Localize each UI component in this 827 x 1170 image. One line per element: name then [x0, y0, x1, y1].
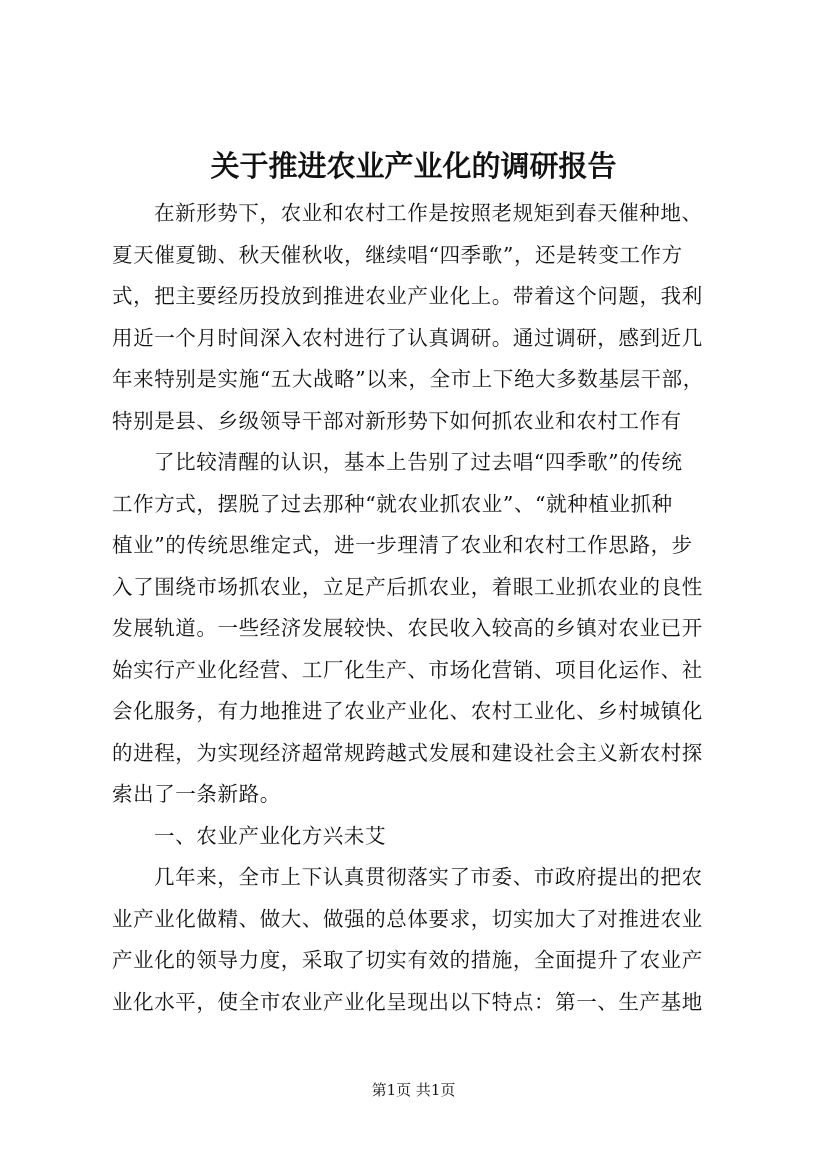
- body-line: 用近一个月时间深入农村进行了认真调研。通过调研，感到近几: [112, 325, 703, 350]
- body-line: 始实行产业化经营、工厂化生产、市场化营销、项目化运作、社: [112, 657, 703, 682]
- body-line: 夏天催夏锄、秋天催秋收，继续唱“四季歌”，还是转变工作方: [112, 242, 683, 267]
- body-line: 发展轨道。一些经济发展较快、农民收入较高的乡镇对农业已开: [112, 616, 703, 640]
- document-title: 关于推进农业产业化的调研报告: [210, 149, 617, 183]
- body-line: 在新形势下，农业和农村工作是按照老规矩到春天催种地、: [154, 201, 703, 225]
- body-line: 特别是县、乡级领导干部对新形势下如何抓农业和农村工作有: [112, 408, 682, 433]
- page-footer: 第1页 共1页: [371, 1081, 456, 1099]
- document-body: [112, 193, 724, 1023]
- body-line: 了比较清醒的认识，基本上告别了过去唱“四季歌”的传统: [154, 450, 683, 474]
- body-line: 产业化的领导力度，采取了切实有效的措施，全面提升了农业产: [112, 948, 703, 972]
- body-line: 会化服务，有力地推进了农业产业化、农村工业化、乡村城镇化: [112, 699, 703, 723]
- body-line: 业化水平，使全市农业产业化呈现出以下特点：第一、生产基地: [112, 989, 703, 1014]
- section-heading: 一、农业产业化方兴未艾: [154, 823, 387, 848]
- body-line: 工作方式，摆脱了过去那种“就农业抓农业”、“就种植业抓种: [112, 491, 673, 516]
- body-line: 业产业化做精、做大、做强的总体要求，切实加大了对推进农业: [112, 906, 703, 931]
- body-line: 的进程，为实现经济超常规跨越式发展和建设社会主义新农村探: [112, 740, 703, 765]
- body-line: 入了围绕市场抓农业，立足产后抓农业，着眼工业抓农业的良性: [112, 574, 703, 599]
- body-line: 式，把主要经历投放到推进农业产业化上。带着这个问题，我利: [112, 284, 703, 308]
- body-line: 植业”的传统思维定式，进一步理清了农业和农村工作思路，步: [112, 533, 693, 557]
- body-line: 年来特别是实施“五大战略”以来，全市上下绝大多数基层干部，: [112, 367, 704, 391]
- body-line: 索出了一条新路。: [112, 782, 281, 806]
- body-line: 几年来，全市上下认真贯彻落实了市委、市政府提出的把农: [154, 865, 703, 889]
